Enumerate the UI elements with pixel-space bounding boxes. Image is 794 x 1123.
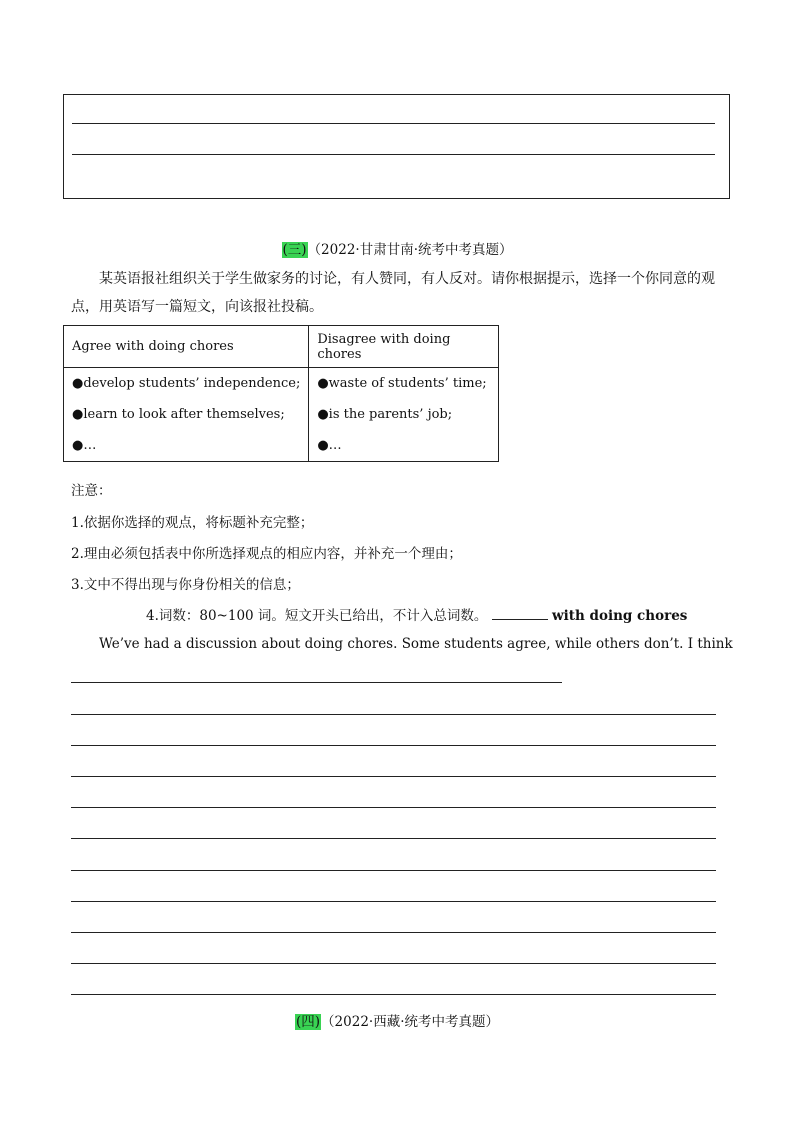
list-item: ●develop students’ independence; xyxy=(72,376,301,391)
agree-reasons xyxy=(64,368,309,462)
section-3-heading xyxy=(0,238,794,258)
list-item: ●… xyxy=(317,438,342,453)
writing-line[interactable] xyxy=(71,807,716,808)
list-item: ●waste of students’ time; xyxy=(317,376,487,391)
note-item-4 xyxy=(146,604,687,624)
opinion-table xyxy=(63,325,499,462)
writing-line[interactable] xyxy=(71,870,716,871)
section-3-tag: (三) xyxy=(282,242,307,258)
section-4-heading xyxy=(0,1010,794,1030)
writing-line[interactable] xyxy=(71,994,716,995)
notes-title: 注意： xyxy=(71,483,112,499)
table-header-disagree: Disagree with doing chores xyxy=(309,326,499,368)
answer-line xyxy=(72,154,715,155)
essay-opening: We’ve had a discussion about doing chores. Some students agree, while others don’t. I think xyxy=(99,636,733,652)
section-3-instruction: 某英语报社组织关于学生做家务的讨论，有人赞同，有人反对。请你根据提示，选择一个你同意的观点，用英语写一篇短文，向该报社投稿。 xyxy=(71,271,715,315)
writing-line[interactable] xyxy=(71,963,716,964)
list-item: ●learn to look after themselves; xyxy=(72,407,285,422)
writing-line[interactable] xyxy=(71,932,716,933)
writing-line[interactable] xyxy=(71,682,562,683)
section-4-source: （2022·西藏·统考中考真题） xyxy=(321,1014,499,1030)
writing-line[interactable] xyxy=(71,745,716,746)
note-item: 3.文中不得出现与你身份相关的信息； xyxy=(71,577,300,593)
note-item: 1.依据你选择的观点，将标题补充完整； xyxy=(71,515,314,531)
answer-line xyxy=(72,123,715,124)
previous-answer-box xyxy=(63,94,730,199)
section-4-tag: (四) xyxy=(296,1014,321,1030)
section-3-source: （2022·甘肃甘南·统考中考真题） xyxy=(307,242,513,258)
list-item: ●… xyxy=(72,438,97,453)
title-suffix: with doing chores xyxy=(552,608,688,624)
note-item: 2.理由必须包括表中你所选择观点的相应内容，并补充一个理由； xyxy=(71,546,462,562)
writing-line[interactable] xyxy=(71,901,716,902)
title-blank[interactable] xyxy=(492,607,548,620)
disagree-reasons xyxy=(309,368,499,462)
note-item: 4.词数：80~100 词。短文开头已给出，不计入总词数。 xyxy=(146,608,488,624)
writing-line[interactable] xyxy=(71,714,716,715)
writing-line[interactable] xyxy=(71,838,716,839)
table-header-agree: Agree with doing chores xyxy=(64,326,309,368)
list-item: ●is the parents’ job; xyxy=(317,407,453,422)
writing-line[interactable] xyxy=(71,776,716,777)
